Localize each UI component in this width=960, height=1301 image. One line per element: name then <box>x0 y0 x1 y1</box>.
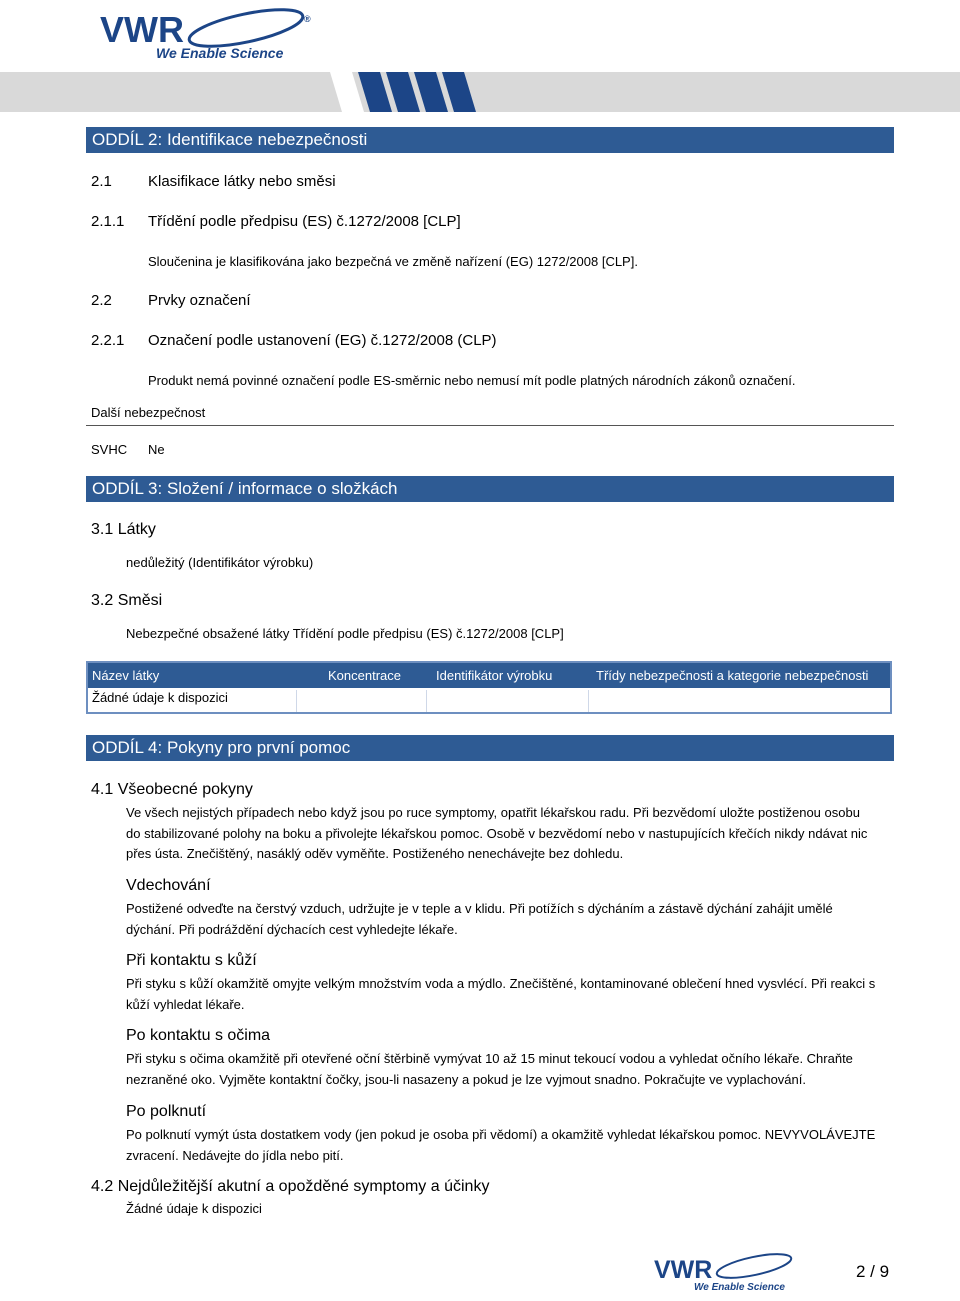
vwr-logo <box>96 8 316 62</box>
section-4-title: ODDÍL 4: Pokyny pro první pomoc <box>86 735 894 761</box>
column-header: Název látky <box>92 668 160 683</box>
s2-1-heading: Klasifikace látky nebo směsi <box>148 173 336 190</box>
column-header: Třídy nebezpečnosti a kategorie nebezpečnosti <box>596 668 869 683</box>
column-divider <box>296 690 297 712</box>
column-divider <box>588 690 589 712</box>
s2-2-1-heading: Označení podle ustanovení (EG) č.1272/2008 (CLP) <box>148 332 497 349</box>
skin-contact-heading: Při kontaktu s kůží <box>126 952 257 969</box>
s4-2-text: Žádné údaje k dispozici <box>126 1201 262 1216</box>
s4-1-heading: 4.1 Všeobecné pokyny <box>91 781 253 798</box>
eye-contact-heading: Po kontaktu s očima <box>126 1027 271 1044</box>
ingestion-text: Po polknutí vymýt ústa dostatkem vody (jen pokud je osoba při vědomí) a okamžitě vyhledat lékařskou pomoc. NEVYVOLÁVEJTE zvracení. Nedávejte do jídla nebo pití. <box>126 1127 876 1163</box>
s3-2-text: Nebezpečné obsažené látky Třídění podle předpisu (ES) č.1272/2008 [CLP] <box>126 626 564 641</box>
s2-1-1-heading: Třídění podle předpisu (ES) č.1272/2008 [CLP] <box>148 213 461 230</box>
s2-2-heading: Prvky označení <box>148 292 251 309</box>
svg-text:VWR: VWR <box>100 9 184 50</box>
section-2-title: ODDÍL 2: Identifikace nebezpečnosti <box>86 127 894 153</box>
s2-1-1-text: Sloučenina je klasifikována jako bezpečná ve změně nařízení (EG) 1272/2008 [CLP]. <box>148 254 638 269</box>
svhc-label: SVHC <box>91 442 128 457</box>
skin-contact-text: Při styku s kůží okamžitě omyjte velkým množstvím voda a mýdlo. Znečištěné, kontaminované oblečení hned vysvlécí. Při reakci s kůží vyhledat lékaře. <box>126 976 876 1012</box>
s2-1-1-number: 2.1.1 <box>91 213 125 230</box>
table-row: Žádné údaje k dispozici <box>92 690 228 705</box>
s4-2-heading: 4.2 Nejdůležitější akutní a opožděné symptomy a účinky <box>91 1178 490 1195</box>
divider <box>86 425 894 426</box>
column-divider <box>426 690 427 712</box>
vwr-logo-footer <box>652 1252 802 1292</box>
header-band <box>0 72 960 112</box>
svhc-value: Ne <box>148 442 165 457</box>
hazardous-substances-table <box>86 661 892 714</box>
general-advice-text: Ve všech nejistých případech nebo když jsou po ruce symptomy, opatřit lékařskou radu. Při bezvědomí uložte postiženou osobu do stabilizované polohy na boku a přivolejte lékařskou pomoc. Osobě v bezvědomí nebo v nastupujících křečích nikdy ndávat nic přes ústa. Znečištěný, nasáklý oděv vyměňte. Postiženého nenechávejte bez dohledu. <box>126 805 868 861</box>
s2-2-1-number: 2.2.1 <box>91 332 125 349</box>
inhalation-text: Postižené odveďte na čerstvý vzduch, udržujte je v teple a v klidu. Při potížích s dýcháním a zástavě dýchání zahájit umělé dýchání. Při podráždění dýchacích cest vyhledejte lékaře. <box>126 901 833 937</box>
s3-2-heading: 3.2 Směsi <box>91 592 163 609</box>
svg-text:®: ® <box>304 14 311 24</box>
column-header: Koncentrace <box>328 668 401 683</box>
brand-stripes <box>330 72 480 112</box>
eye-contact-text: Při styku s očima okamžitě při otevřené oční štěrbině vymývat 10 až 15 minut tekoucí vodou a vyhledat očního lékaře. Chraňte nezraněné oko. Vyjměte kontaktní čočky, jsou-li nasazeny a pokud je lze vyjmout snadno. Pokračujte ve vyplachování. <box>126 1051 853 1087</box>
table-header <box>88 663 890 688</box>
s2-2-number: 2.2 <box>91 292 112 309</box>
other-hazards-label: Další nebezpečnost <box>91 405 206 420</box>
section-3-title: ODDÍL 3: Složení / informace o složkách <box>86 476 894 502</box>
s3-1-heading: 3.1 Látky <box>91 521 156 538</box>
inhalation-heading: Vdechování <box>126 877 211 894</box>
s2-1-number: 2.1 <box>91 173 112 190</box>
s3-1-text: nedůležitý (Identifikátor výrobku) <box>126 555 314 570</box>
column-header: Identifikátor výrobku <box>436 668 553 683</box>
s2-2-1-text: Produkt nemá povinné označení podle ES-směrnic nebo nemusí mít podle platných národních zákonů označení. <box>148 373 796 388</box>
page-number: 2 / 9 <box>856 1262 890 1281</box>
svg-text:We Enable Science: We Enable Science <box>156 45 284 61</box>
svg-text:We Enable Science: We Enable Science <box>694 1282 785 1292</box>
svg-text:VWR: VWR <box>654 1256 713 1284</box>
ingestion-heading: Po polknutí <box>126 1103 207 1120</box>
